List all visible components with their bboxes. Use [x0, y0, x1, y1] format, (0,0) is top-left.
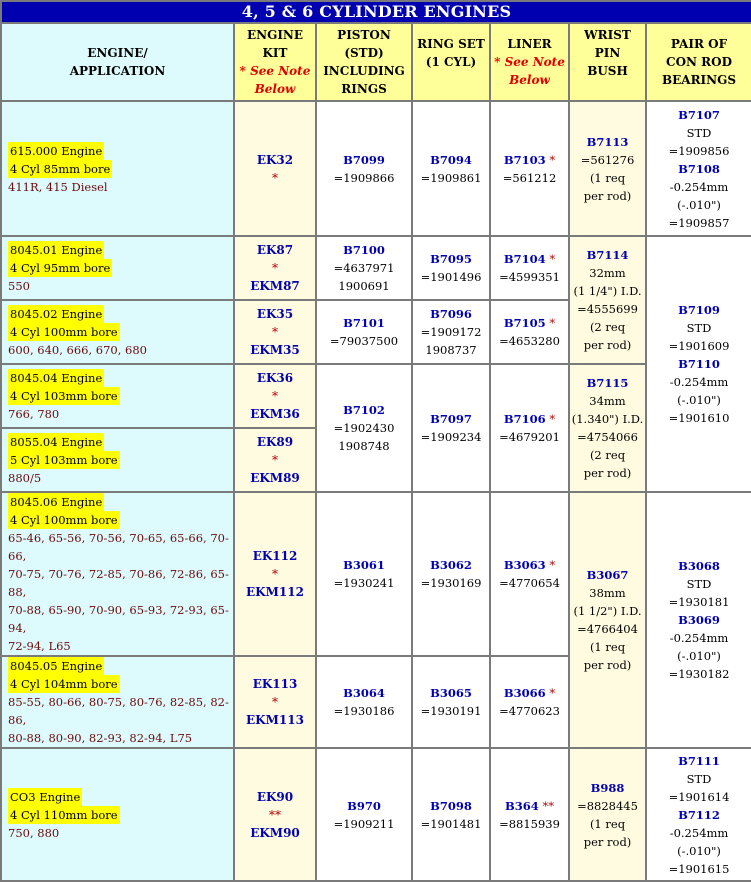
piston-cell: B7101 =79037500	[316, 300, 412, 364]
table-row	[1, 236, 751, 300]
piston-cell: B7100 =4637971 1900691	[316, 236, 412, 300]
engine-application-cell: CO3 Engine 4 Cyl 110mm bore 750, 880	[1, 748, 234, 881]
piston-cell: B3061 =1930241	[316, 492, 412, 656]
liner-cell: B7105 * =4653280	[490, 300, 569, 364]
liner-cell: B3063 * =4770654	[490, 492, 569, 656]
ring-set-cell: B7097 =1909234	[412, 364, 490, 492]
header-engine-kit: ENGINE KIT * See Note Below	[234, 23, 316, 101]
engine-application-cell: 8045.06 Engine 4 Cyl 100mm bore 65-46, 65-56, 70-56, 70-65, 65-66, 70-66, 70-75, 70-76, 72-85, 70-86, 72-86, 65-88, 70-88, 65-90, 70-90, 65-93, 72-93, 65-94, 72-94, L65	[1, 492, 234, 656]
table-row	[1, 364, 751, 428]
table-row	[1, 101, 751, 236]
wrist-pin-cell: B7113 =561276 (1 req per rod)	[569, 101, 646, 236]
con-rod-bearings-cell: B7107 STD =1909856 B7108 -0.254mm (-.010") =1909857	[646, 101, 751, 236]
liner-cell: B7103 * =561212	[490, 101, 569, 236]
ring-set-cell: B7096 =1909172 1908737	[412, 300, 490, 364]
piston-cell: B970 =1909211	[316, 748, 412, 881]
engine-application-cell: 8045.01 Engine 4 Cyl 95mm bore 550	[1, 236, 234, 300]
table-row	[1, 492, 751, 656]
con-rod-bearings-cell: B7109 STD =1901609 B7110 -0.254mm (-.010") =1901610	[646, 236, 751, 492]
engine-kit-cell: EK32 *	[234, 101, 316, 236]
con-rod-bearings-cell: B3068 STD =1930181 B3069 -0.254mm (-.010") =1930182	[646, 492, 751, 748]
header-con-rod-bearings: PAIR OF CON ROD BEARINGS	[646, 23, 751, 101]
engine-application-cell: 8045.02 Engine 4 Cyl 100mm bore 600, 640, 666, 670, 680	[1, 300, 234, 364]
header-wrist-pin-bush: WRIST PIN BUSH	[569, 23, 646, 101]
header-liner: LINER * See Note Below	[490, 23, 569, 101]
engine-kit-cell: EK87 * EKM87	[234, 236, 316, 300]
header-engine-application: ENGINE/ APPLICATION	[1, 23, 234, 101]
table-row	[1, 748, 751, 881]
liner-cell: B364 ** =8815939	[490, 748, 569, 881]
header-ring-set: RING SET (1 CYL)	[412, 23, 490, 101]
piston-cell: B3064 =1930186	[316, 656, 412, 748]
piston-cell: B7102 =1902430 1908748	[316, 364, 412, 492]
engine-kit-cell: EK36 * EKM36	[234, 364, 316, 428]
engine-kit-cell: EK112 * EKM112	[234, 492, 316, 656]
wrist-pin-cell: B7114 32mm (1 1/4") I.D. =4555699 (2 req per rod)	[569, 236, 646, 364]
wrist-pin-cell: B7115 34mm (1.340") I.D. =4754066 (2 req per rod)	[569, 364, 646, 492]
liner-cell: B7106 * =4679201	[490, 364, 569, 492]
liner-cell: B3066 * =4770623	[490, 656, 569, 748]
ring-set-cell: B3065 =1930191	[412, 656, 490, 748]
wrist-pin-cell: B3067 38mm (1 1/2") I.D. =4766404 (1 req per rod)	[569, 492, 646, 748]
engine-application-cell: 8045.04 Engine 4 Cyl 103mm bore 766, 780	[1, 364, 234, 428]
ring-set-cell: B7098 =1901481	[412, 748, 490, 881]
header-row	[1, 23, 751, 101]
con-rod-bearings-cell: B7111 STD =1901614 B7112 -0.254mm (-.010") =1901615	[646, 748, 751, 881]
engine-kit-cell: EK89 * EKM89	[234, 428, 316, 492]
engine-application-cell: 8055.04 Engine 5 Cyl 103mm bore 880/5	[1, 428, 234, 492]
piston-cell: B7099 =1909866	[316, 101, 412, 236]
header-piston: PISTON (STD) INCLUDING RINGS	[316, 23, 412, 101]
engine-kit-cell: EK35 * EKM35	[234, 300, 316, 364]
liner-cell: B7104 * =4599351	[490, 236, 569, 300]
ring-set-cell: B7094 =1909861	[412, 101, 490, 236]
wrist-pin-cell: B988 =8828445 (1 req per rod)	[569, 748, 646, 881]
ring-set-cell: B3062 =1930169	[412, 492, 490, 656]
table-title: 4, 5 & 6 CYLINDER ENGINES	[1, 1, 751, 23]
engine-kit-cell: EK90 ** EKM90	[234, 748, 316, 881]
ring-set-cell: B7095 =1901496	[412, 236, 490, 300]
engine-application-cell: 8045.05 Engine 4 Cyl 104mm bore 85-55, 80-66, 80-75, 80-76, 82-85, 82-86, 80-88, 80-90, 82-93, 82-94, L75	[1, 656, 234, 748]
engine-kit-cell: EK113 * EKM113	[234, 656, 316, 748]
engine-application-cell: 615.000 Engine 4 Cyl 85mm bore 411R, 415 Diesel	[1, 101, 234, 236]
